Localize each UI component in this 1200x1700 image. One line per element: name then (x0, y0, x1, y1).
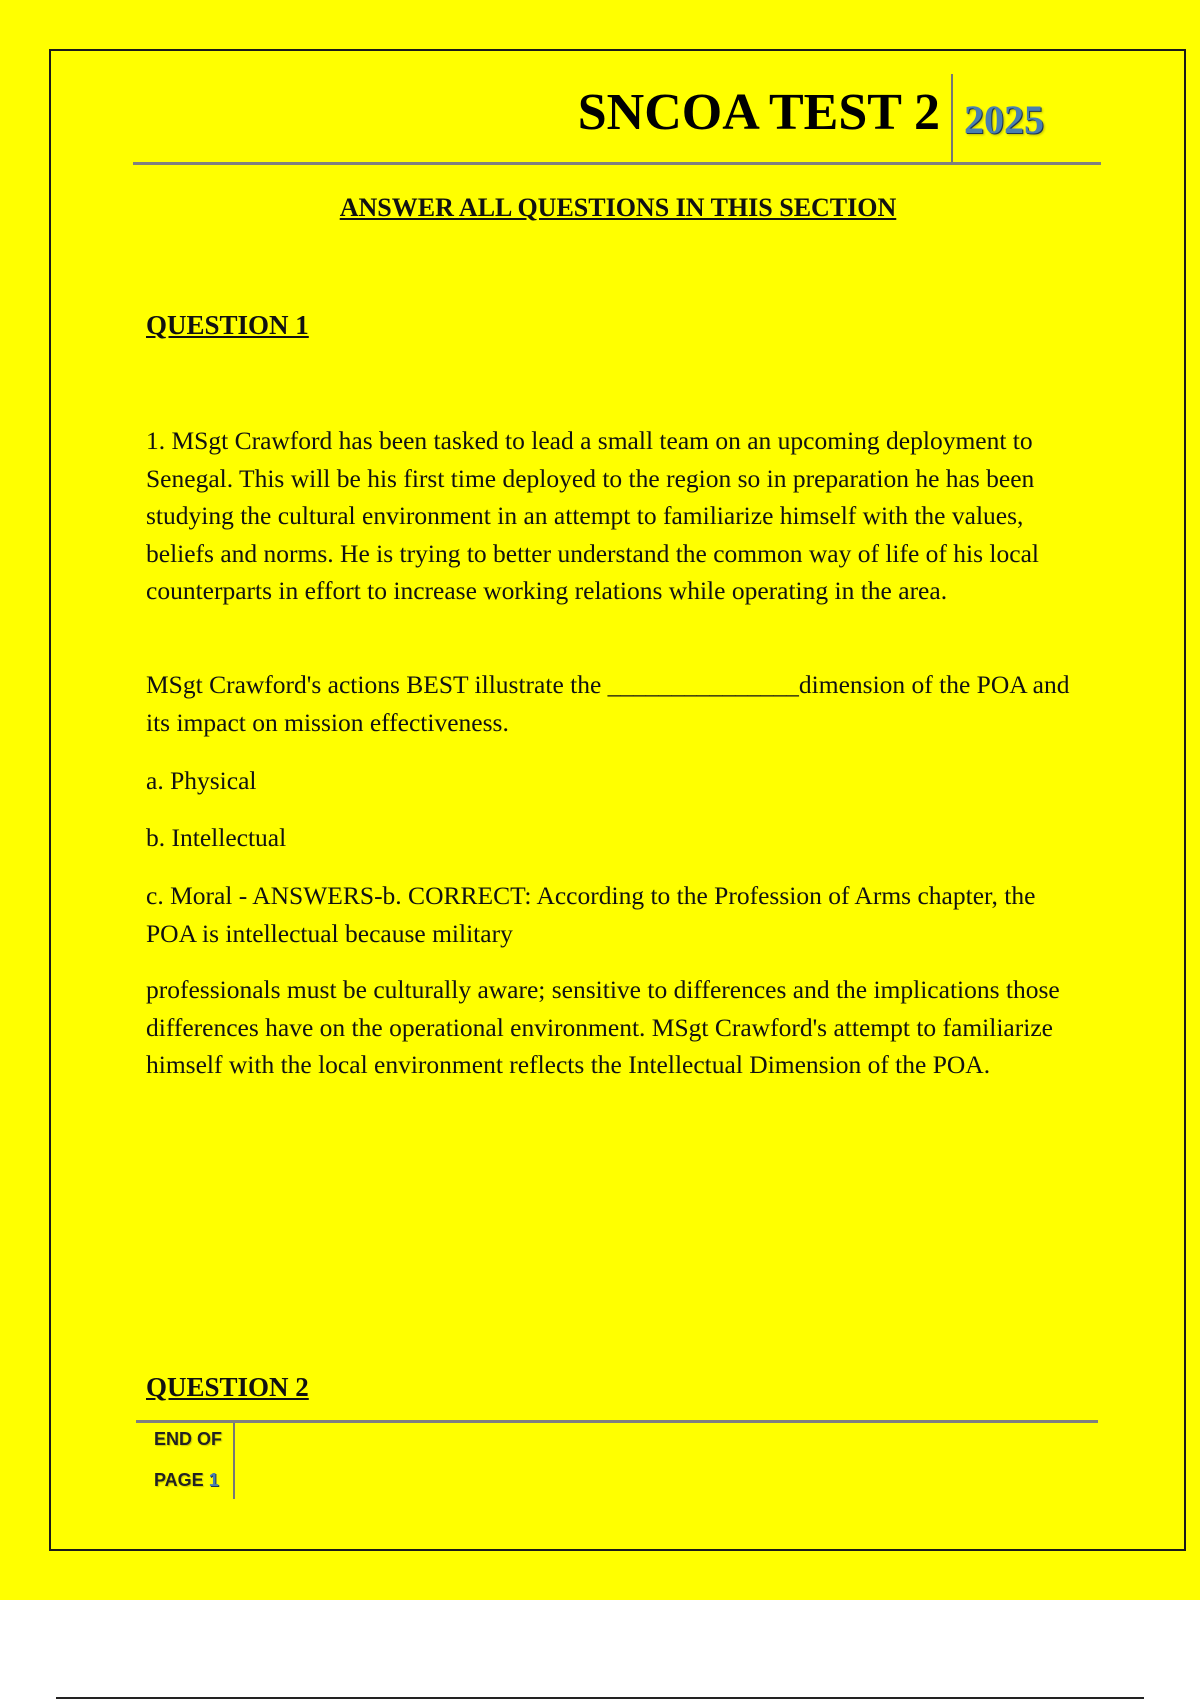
header-rule (133, 162, 1101, 165)
footer-page-label (154, 1468, 219, 1492)
footer-end-of-label: END OF (154, 1429, 223, 1449)
question-1-prompt: MSgt Crawford's actions BEST illustrate the _______________dimension of the POA and its impact on mission effectiveness. (146, 670, 1070, 737)
question-1-stem: 1. MSgt Crawford has been tasked to lead a small team on an upcoming deployment to Senegal. This will be his first time deployed to the region so in preparation he has been studying the cultural environment in an attempt to familiarize himself with the values, beliefs and norms. He is trying to better understand the common way of life of his local counterparts in effort to increase working relations while operating in the area. (146, 426, 1039, 605)
question-1-heading: QUESTION 1 (146, 310, 309, 340)
option-c-answer: c. Moral - ANSWERS-b. CORRECT: According to the Profession of Arms chapter, the POA is intellectual because military (146, 881, 1036, 948)
footer-page-word: PAGE (154, 1470, 204, 1490)
header-divider (951, 74, 953, 162)
option-b: b. Intellectual (146, 823, 287, 852)
header-year: 2025 (964, 97, 1044, 142)
footer-page-number: 1 (208, 1470, 219, 1490)
bottom-rule (56, 1697, 1144, 1699)
section-heading: ANSWER ALL QUESTIONS IN THIS SECTION (339, 193, 897, 222)
document-title: SNCOA TEST 2 (577, 84, 940, 141)
footer-rule (136, 1420, 1098, 1423)
footer-divider (233, 1423, 235, 1499)
question-2-heading: QUESTION 2 (146, 1372, 309, 1402)
page-border (49, 49, 1186, 1551)
answer-explanation: professionals must be culturally aware; sensitive to differences and the implications those differences have on the operational environment. MSgt Crawford's attempt to familiarize himself with the local environment reflects the Intellectual Dimension of the POA. (146, 975, 1060, 1079)
option-a: a. Physical (146, 766, 257, 795)
